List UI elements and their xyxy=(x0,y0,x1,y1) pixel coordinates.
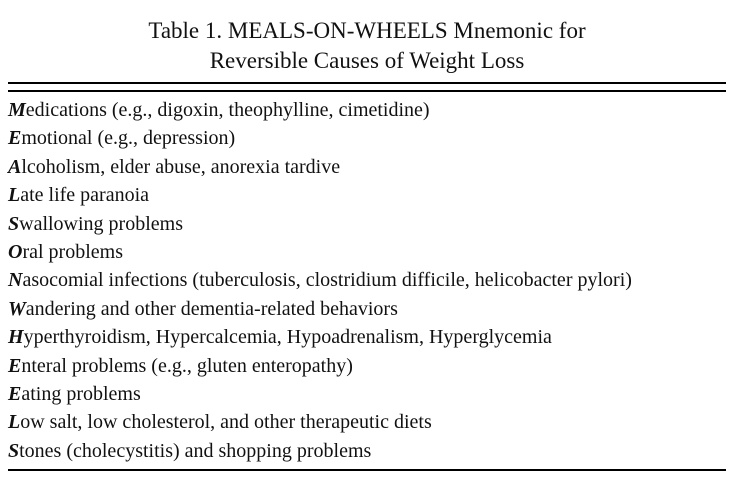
mnemonic-letter: A xyxy=(8,155,22,178)
mnemonic-letter: L xyxy=(8,184,21,207)
row-text: motional (e.g., depression) xyxy=(21,127,236,150)
caption-line-1: Table 1. MEALS-ON-WHEELS Mnemonic for xyxy=(148,18,586,43)
mnemonic-letter: L xyxy=(8,411,21,434)
mnemonic-letter: M xyxy=(8,99,26,121)
mnemonic-letter: S xyxy=(8,439,20,462)
mnemonic-letter: E xyxy=(8,382,22,405)
row-text: nteral problems (e.g., gluten enteropathy) xyxy=(21,354,353,377)
row-text: tones (cholecystitis) and shopping problems xyxy=(19,439,372,462)
mnemonic-letter: E xyxy=(8,354,22,377)
table-row xyxy=(8,124,726,152)
table-row xyxy=(8,210,726,238)
row-text: edications (e.g., digoxin, theophylline, cimetidine) xyxy=(25,99,430,121)
table-row xyxy=(8,238,726,266)
mnemonic-letter: H xyxy=(8,326,24,349)
top-rule-lower xyxy=(8,90,726,92)
row-text: wallowing problems xyxy=(19,212,183,235)
row-text: asocomial infections (tuberculosis, clostridium difficile, helicobacter pylori) xyxy=(22,269,632,292)
bottom-rule xyxy=(8,469,726,471)
table-row xyxy=(8,181,726,209)
table-row xyxy=(8,153,726,181)
caption-line-2: Reversible Causes of Weight Loss xyxy=(209,48,525,73)
table-row xyxy=(8,266,726,294)
table-row xyxy=(8,295,726,323)
row-text: ate life paranoia xyxy=(20,184,150,207)
row-text: lcoholism, elder abuse, anorexia tardive xyxy=(21,155,341,178)
row-text: yperthyroidism, Hypercalcemia, Hypoadrenalism, Hyperglycemia xyxy=(23,326,552,349)
table-row xyxy=(8,352,726,380)
mnemonic-table xyxy=(8,96,726,465)
top-rule-upper xyxy=(8,82,726,84)
table-row xyxy=(8,408,726,436)
row-text: andering and other dementia-related behaviors xyxy=(25,297,398,320)
table-caption xyxy=(0,16,734,76)
table-row xyxy=(8,380,726,408)
mnemonic-letter: E xyxy=(8,127,22,150)
mnemonic-letter: S xyxy=(8,212,20,235)
row-text: ating problems xyxy=(21,382,141,405)
mnemonic-letter: N xyxy=(8,269,23,292)
table-row xyxy=(8,323,726,351)
mnemonic-letter: W xyxy=(8,297,26,320)
table-row xyxy=(8,437,726,465)
mnemonic-letter: O xyxy=(8,240,23,263)
row-text: ow salt, low cholesterol, and other therapeutic diets xyxy=(20,411,432,434)
row-text: ral problems xyxy=(22,240,123,263)
table-row xyxy=(8,96,726,124)
